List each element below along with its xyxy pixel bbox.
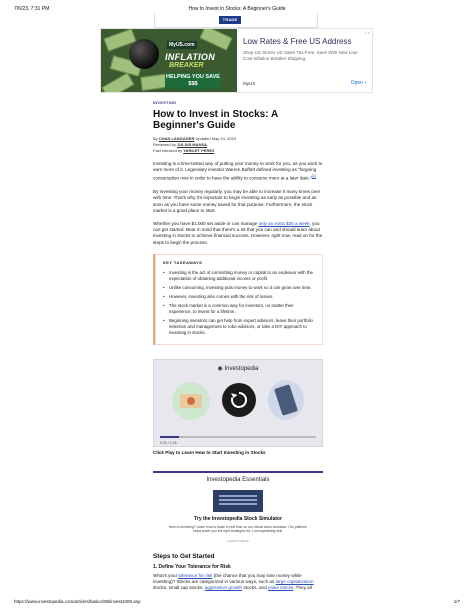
- ad-image-cta: HELPING YOU SAVE $$$: [166, 74, 220, 87]
- simulator-image: [213, 490, 263, 512]
- byline: [153, 136, 323, 154]
- list-item: • Unlike consuming, investing puts money to work so it can grow over time.: [163, 285, 315, 291]
- ad-source: MyUS: [243, 81, 256, 86]
- paragraph-text: Whether you have $1,000 set aside or can manage: [153, 220, 259, 226]
- replay-icon: [229, 390, 249, 410]
- large-cap-link[interactable]: large capitalization: [275, 579, 314, 585]
- list-item: • Investing is the act of committing money or capital to an endeavor with the expectation of obtaining additional income or profit.: [163, 270, 315, 282]
- wrecking-ball-icon: [129, 39, 159, 69]
- print-footer: [14, 599, 460, 607]
- coin-icon: [187, 397, 195, 405]
- risk-tolerance-link[interactable]: tolerance for risk: [178, 572, 213, 578]
- ad-footer: [243, 80, 366, 88]
- list-item: • However, investing also comes with the risk of losses.: [163, 294, 315, 300]
- advertisement[interactable]: [100, 28, 373, 93]
- ad-title[interactable]: Low Rates & Free US Address: [243, 37, 352, 46]
- play-button[interactable]: [222, 383, 256, 417]
- ad-image-logo: MyUS.com: [169, 42, 195, 48]
- video-logo-text: Investopedia: [224, 365, 259, 372]
- reviewer-link[interactable]: JULIUS MANSA: [177, 142, 208, 147]
- author-link[interactable]: CHAD LANGAGER: [158, 136, 195, 141]
- paragraph-text: stocks, and: [242, 585, 268, 591]
- trade-button[interactable]: TRADE: [219, 16, 241, 24]
- article-kicker[interactable]: INVESTING: [153, 100, 177, 105]
- print-page-title: How to Invest in Stocks: A Beginner's Guide: [188, 6, 286, 12]
- phone-icon: [274, 384, 298, 416]
- page-title: How to Invest in Stocks: A Beginner's Guide: [153, 109, 278, 131]
- paragraph-regular-investing: By investing your money regularly, you may be able to increase it many times over with time. That's why it's important to begin investing as early as possible and as soon as you have some money saved for that purpose. Furthermore, the stock market is a good place to start.: [153, 189, 321, 213]
- updated-date: Updated May 24, 2023: [195, 136, 236, 141]
- paragraph-text: . They all: [293, 585, 312, 591]
- money-bill: [102, 72, 135, 93]
- essentials-box: [153, 471, 323, 543]
- ad-open-button[interactable]: [351, 80, 366, 86]
- phone-illustration: [268, 380, 304, 420]
- list-item: • Beginning investors can get help from expert advisors, leave their portfolio selection and management to robo-advisors, or take a DIY approach to investing in stocks.: [163, 318, 315, 336]
- ad-image: [101, 29, 237, 93]
- value-stocks-link[interactable]: value stocks: [267, 585, 294, 591]
- step1-paragraph: [153, 573, 323, 592]
- video-logo: [154, 365, 322, 372]
- chevron-right-icon: ›: [364, 80, 366, 86]
- video-progress-bar[interactable]: [160, 436, 316, 438]
- key-takeaways-box: [153, 254, 323, 345]
- steps-heading: Steps to Get Started: [153, 552, 215, 560]
- video-caption: Click Play to Learn How to Start Investing in Stocks: [153, 449, 266, 455]
- article: [153, 100, 323, 592]
- video-progress-fill: [160, 436, 179, 438]
- ad-text: [243, 37, 367, 62]
- fact-checked-prefix: Fact checked by: [153, 148, 183, 153]
- fact-checker-link[interactable]: YARILET PEREZ: [183, 148, 215, 153]
- ad-open-label: Open: [350, 80, 363, 86]
- paragraph-text: (the chance that you may lose money while investing)? Stocks are categorized in various ways, such as: [153, 572, 302, 585]
- citation-link[interactable]: [1]: [311, 174, 316, 179]
- ad-subtitle: Shop US Stores US Sales Tax-Free. Save With New Low-Cost Inflation Breaker Shipping.: [243, 50, 359, 61]
- paragraph-intro: [153, 161, 323, 182]
- paragraph-get-started: [153, 221, 323, 246]
- step1-heading: 1. Define Your Tolerance for Risk: [153, 563, 231, 570]
- simulator-description: New to investing? Learn how to trade in real time on our virtual stock simulator. Our platform helps teach you the right strategies for 1 moneymaking skill.: [168, 524, 308, 534]
- essentials-title: Investopedia Essentials: [206, 476, 270, 483]
- ad-image-subheadline: BREAKER: [169, 62, 204, 69]
- learn-more-link[interactable]: LEARN MORE: [227, 538, 249, 543]
- ad-choices-icon[interactable]: ▷✕: [365, 31, 370, 35]
- ad-image-headline: INFLATION: [165, 52, 216, 62]
- paragraph-text: , you can get started. Bear in mind that there's a lot that you can and should learn about investing in stocks to achieve financial success. However, right now, read on for the steps to begin the process.: [153, 220, 323, 245]
- trade-bar: [154, 14, 318, 28]
- video-time: 0:00 / 1:36: [160, 440, 177, 445]
- reviewed-prefix: Reviewed by: [153, 142, 176, 147]
- aggressive-growth-link[interactable]: aggressive growth: [204, 585, 243, 591]
- paragraph-intro-text: Investing is a time-tested way of putting your money to work for you, as you work to earn more of it. Legendary investor Warren Buffett defined investing as "forgoing consumption now in order to have the ability to consume more at a later date.": [153, 161, 323, 181]
- paragraph-text: stocks, small cap stocks,: [153, 585, 205, 591]
- paragraph-text: What's your: [153, 572, 179, 578]
- video-player[interactable]: [153, 359, 323, 447]
- coin-illustration: [172, 382, 210, 420]
- key-takeaways-list: [163, 270, 315, 336]
- investopedia-logo-icon: ◉: [217, 365, 223, 372]
- simulator-headline[interactable]: Try the Investopedia Stock Simulator: [194, 515, 282, 522]
- extra-25-link[interactable]: only an extra $25 a week: [258, 220, 310, 226]
- key-takeaways-title: KEY TAKEAWAYS: [163, 259, 203, 265]
- print-page-number: 1/7: [453, 599, 460, 604]
- money-bill: [199, 29, 232, 51]
- list-item: • The stock market is a common way for investors, no matter their experience, to invest for a lifetime.: [163, 303, 315, 315]
- print-datetime: 7/6/23, 7:31 PM: [14, 6, 50, 12]
- byline-by-prefix: By: [153, 136, 158, 141]
- print-url: https://www.investopedia.com/articles/basics/06/invest1000.asp: [14, 599, 141, 604]
